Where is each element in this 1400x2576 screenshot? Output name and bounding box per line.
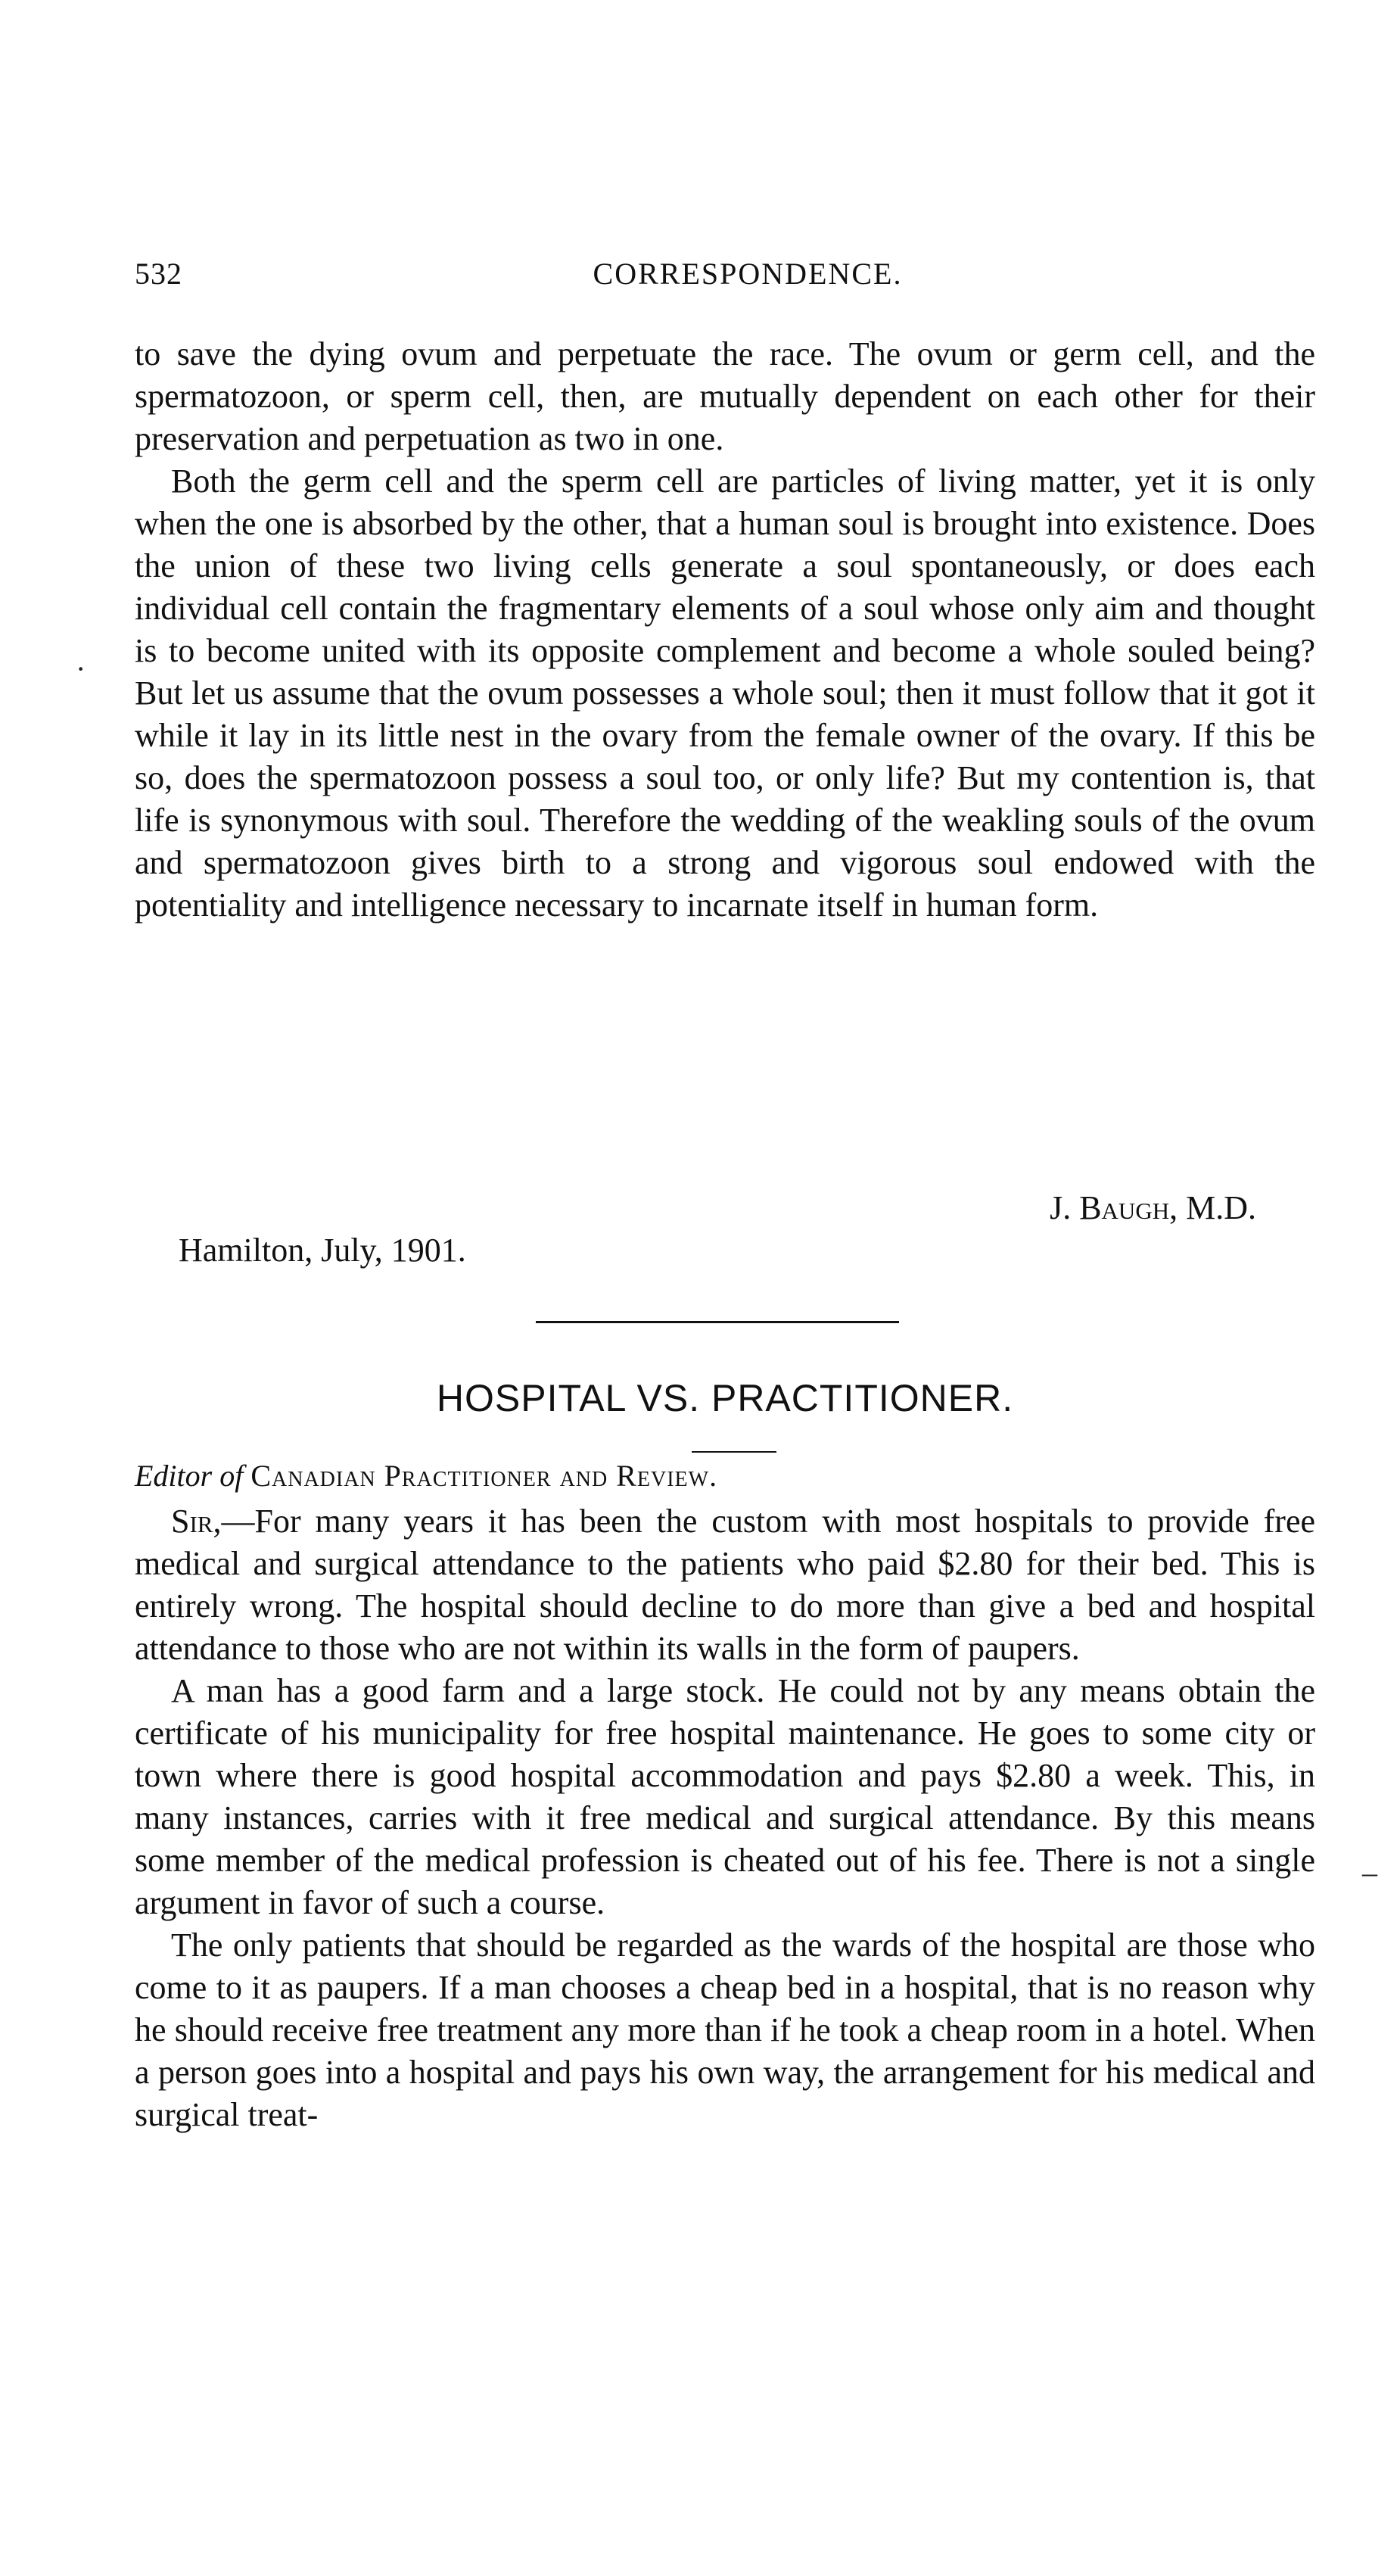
addressee-line <box>135 1455 1315 1497</box>
editor-prefix: Editor of <box>135 1459 244 1493</box>
margin-dot: · <box>76 652 86 686</box>
salutation: Sir, <box>171 1503 222 1540</box>
dateline: Hamilton, July, 1901. <box>179 1232 466 1269</box>
title-underline <box>692 1451 776 1453</box>
paragraph: The only patients that should be regarded as the wards of the hospital are those who come to it as paupers. If a man chooses a cheap bed in a hospital, that is no reason why he should receive free treatment any more than if he took a cheap room in a hotel. When a person goes into a hospital and pays his own way, the arrangement for his medical and surgical treat- <box>135 1927 1315 2133</box>
margin-dash: – <box>1362 1855 1377 1889</box>
letter-continuation <box>135 333 1315 927</box>
paragraph: Both the germ cell and the sperm cell are particles of living matter, yet it is only when the one is absorbed by the other, that a human soul is brought into existence. Does the union of these two living cells generate a soul spontaneously, or does each individual cell contain the fragmentary elements of a soul whose only aim and thought is to become united with its opposite complement and become a whole souled being? But let us assume that the ovum possesses a whole soul; then it must follow that it got it while it lay in its little nest in the ovary from the female owner of the ovary. If this be so, does the spermatozoon possess a soul too, or only life? But my contention is, that life is synonymous with soul. Therefore the wedding of the weakling souls of the ovum and spermatozoon gives birth to a strong and vigorous soul endowed with the potentiality and intelligence necessary to incarnate itself in human form. <box>135 463 1315 924</box>
journal-name: Canadian Practitioner and Review. <box>250 1459 718 1493</box>
paragraph: to save the dying ovum and perpetuate the race. The ovum or germ cell, and the spermatozoon, or sperm cell, then, are mutually dependent on each other for their preservation and perpetuation as two in one. <box>135 335 1315 457</box>
paragraph <box>135 1500 1315 1670</box>
paragraph-text: —For many years it has been the custom with most hospitals to provide free medical and surgical attendance to the patients who paid $2.80 for their bed. This is entirely wrong. The hospital should decline to do more than give a bed and hospital attendance to those who are not within its walls in the form of paupers. <box>135 1503 1315 1667</box>
article-title: HOSPITAL VS. PRACTITIONER. <box>436 1377 1014 1419</box>
running-head: CORRESPONDENCE. <box>593 257 903 291</box>
paragraph: A man has a good farm and a large stock. He could not by any means obtain the certificate of his municipality for free hospital maintenance. He goes to some city or town where there is good hospital accommodation and pays $2.80 a week. This, in many instances, carries with it free medical and surgical attendance. By this means some member of the medical profession is cheated out of his fee. There is not a single argument in favor of such a course. <box>135 1672 1315 1921</box>
letter-body <box>135 1500 1315 2136</box>
page-header <box>135 256 1315 301</box>
page-number: 532 <box>135 257 182 291</box>
signature: J. Baugh, M.D. <box>1050 1189 1256 1226</box>
section-divider <box>536 1321 899 1323</box>
